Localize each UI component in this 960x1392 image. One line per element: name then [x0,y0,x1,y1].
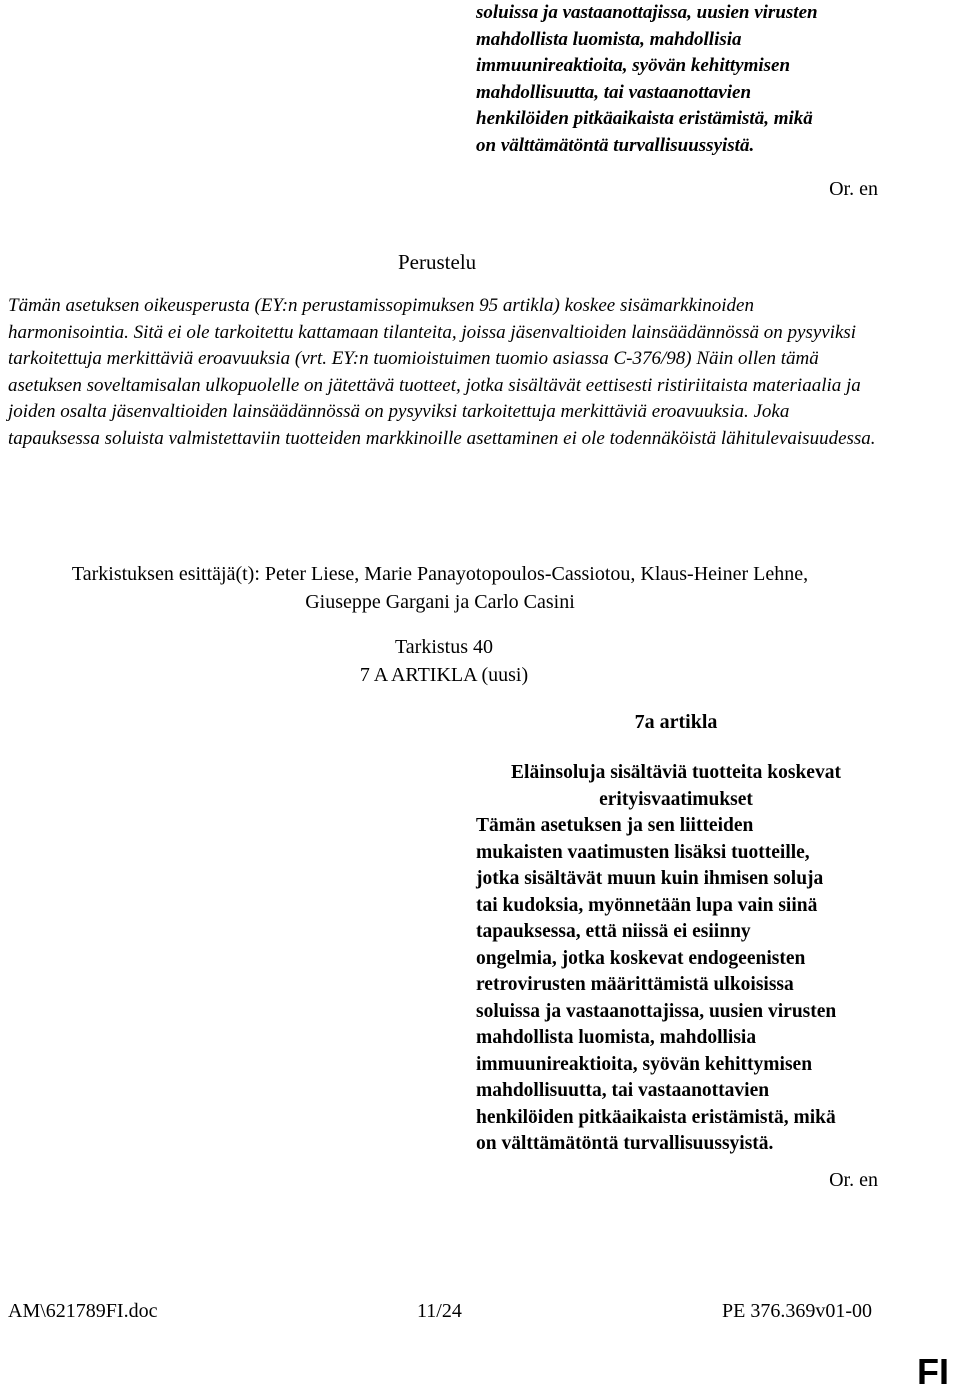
text-line: mahdollisuutta, tai vastaanottavien [476,81,752,103]
justification-text: Tämän asetuksen oikeusperusta (EY:n perustamissopimuksen 95 artikla) koskee sisämarkkinoiden harmonisointia. Sitä ei ole tarkoitettu kattamaan tilanteita, joissa jäsenvaltioiden lainsäädännössä on pysyviksi tarkoitettuja merkittäviä eroavuuksia (vrt. EY:n tuomioistuimen tuomio asiassa C-376/98) Näin ollen tämä asetuksen soveltamisalan ulkopuolelle on jätettävä tuotteet, jotka sisältävät eettisesti ristiriitaista materiaalia ja joiden osalta jäsenvaltioiden lainsäädännössä on pysyviksi tarkoitettuja merkittäviä eroavuuksia. Joka tapauksessa soluista valmistettaviin tuotteiden markkinoille asettaminen ei ole todennäköistä lähitulevaisuudessa. [8,295,876,449]
justification-heading: Perustelu [398,250,477,274]
amendment-authors [0,560,880,616]
amendment-number: Tarkistus 40 [394,636,494,658]
footer-pe-reference: PE 376.369v01-00 [722,1300,872,1322]
new-article-title: Eläinsoluja sisältäviä tuotteita koskevat erityisvaatimukset [511,762,841,810]
article-reference: 7 A ARTIKLA (uusi) [359,664,529,686]
text-line: mahdollista luomista, mahdollisia [476,1027,757,1048]
text-line: tai kudoksia, myönnetään lupa vain siinä [476,894,818,916]
authors-line: Tarkistuksen esittäjä(t): Peter Liese, Marie Panayotopoulos-Cassiotou, Klaus-Heiner Lehne, [71,563,809,585]
text-line: retrovirusten määrittämistä ulkoisissa [476,974,794,995]
text-line: immuunireaktioita, syövän kehittymisen [476,55,791,76]
text-line: ongelmia, jotka koskevat endogeenisten [476,947,806,969]
text-line: mahdollisuutta, tai vastaanottavien [476,1080,770,1101]
footer-document-reference: AM\621789FI.doc [8,1300,158,1322]
new-article-body [476,813,876,1158]
text-line: on välttämätöntä turvallisuussyistä. [476,1133,774,1154]
text-line: on välttämätöntä turvallisuussyistä. [476,134,755,156]
text-line: immuunireaktioita, syövän kehittymisen [476,1053,813,1075]
text-line: soluissa ja vastaanottajissa, uusien virusten [476,2,818,23]
text-line: henkilöiden pitkäaikaista eristämistä, mikä [476,108,813,129]
amendment-text-continued [476,0,916,159]
footer-page-number: 11/24 [417,1300,462,1322]
new-article-block [476,708,876,1158]
authors-line: Giuseppe Gargani ja Carlo Casini [305,591,575,613]
original-language-marker: Or. en [829,1169,878,1191]
text-line: jotka sisältävät muun kuin ihmisen soluja [476,868,824,889]
text-line: tapauksessa, että niissä ei esiinny [476,921,751,942]
text-line: soluissa ja vastaanottajissa, uusien virusten [476,1000,837,1022]
language-marker: FI [917,1351,949,1392]
text-line: mukaisten vaatimusten lisäksi tuotteille, [476,841,810,863]
text-line: mahdollista luomista, mahdollisia [476,28,742,50]
text-line: henkilöiden pitkäaikaista eristämistä, mikä [476,1106,836,1128]
text-line: Tämän asetuksen ja sen liitteiden [476,815,754,836]
new-article-number: 7a artikla [634,711,718,733]
original-language-marker: Or. en [829,178,878,200]
